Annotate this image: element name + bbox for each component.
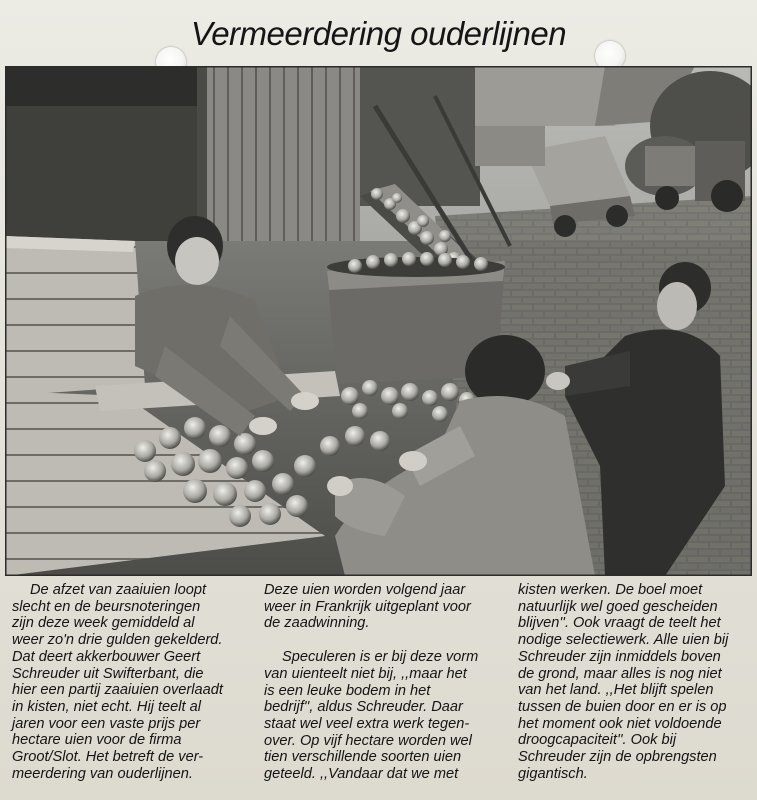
- text-line: geteeld. ,,Vandaar dat we met: [264, 766, 459, 783]
- text-line: bedrijf'', aldus Schreuder. Daar: [264, 699, 463, 716]
- text-line: blijven''. Ook vraagt de teelt het: [518, 615, 721, 632]
- text-line: Schreuder zijn inmiddels boven: [518, 648, 721, 665]
- text-line: Deze uien worden volgend jaar: [264, 582, 466, 598]
- text-line: staat wel veel extra werk tegen-: [264, 715, 470, 732]
- news-photo: [5, 66, 752, 576]
- text-line: is een leuke bodem in het: [264, 682, 431, 699]
- text-line: weer in Frankrijk uitgeplant voor: [264, 598, 471, 615]
- headline: Vermeerdering ouderlijnen: [190, 15, 567, 52]
- paragraph-gap: [264, 632, 500, 649]
- text-line: hectare uien voor de firma: [12, 732, 182, 749]
- text-line: kisten werken. De boel moet: [518, 582, 703, 598]
- text-line: Dat deert akkerbouwer Geert: [12, 648, 201, 665]
- text-line: de grond, maar alles is nog niet: [518, 665, 722, 682]
- text-line: zijn deze week gemiddeld al: [12, 615, 195, 632]
- text-line: natuurlijk wel goed gescheiden: [518, 598, 718, 615]
- text-line: Schreuder zijn de opbrengsten: [518, 749, 717, 766]
- text-line: gigantisch.: [518, 765, 588, 782]
- text-line: weer zo'n drie gulden gekelderd.: [12, 632, 223, 649]
- column-3: [518, 582, 754, 782]
- text-line: De afzet van zaaiuien loopt: [30, 582, 207, 598]
- column-2: [264, 582, 500, 783]
- photo-illustration: [5, 66, 752, 576]
- text-line: van uienteelt niet bij, ,,maar het: [264, 665, 467, 682]
- text-line: van het land. ,,Het blijft spelen: [518, 682, 714, 699]
- text-line: tussen de buien door en er is op: [518, 698, 727, 715]
- text-line: jaren voor een vaste prijs per: [12, 715, 201, 732]
- text-line: tien verschillende soorten uien: [264, 749, 462, 766]
- text-line: droogcapaciteit''. Ook bij: [518, 732, 677, 749]
- text-line: Speculeren is er bij deze vorm: [282, 649, 479, 666]
- column-1: [12, 582, 250, 782]
- text-line: over. Op vijf hectare worden wel: [264, 732, 472, 749]
- text-line: nodige selectiewerk. Alle uien bij: [518, 632, 729, 649]
- text-line: hier een partij zaaiuien overlaadt: [12, 682, 223, 699]
- text-line: meerdering van ouderlijnen.: [12, 765, 193, 782]
- text-line: slecht en de beursnoteringen: [12, 598, 201, 615]
- text-line: het moment ook niet voldoende: [518, 715, 722, 732]
- article-body: [6, 582, 751, 796]
- text-line: de zaadwinning.: [264, 615, 370, 632]
- text-line: Schreuder uit Swifterbant, die: [12, 665, 204, 682]
- text-line: Groot/Slot. Het betreft de ver-: [12, 749, 204, 766]
- text-line: in kisten, niet echt. Hij teelt al: [12, 698, 201, 715]
